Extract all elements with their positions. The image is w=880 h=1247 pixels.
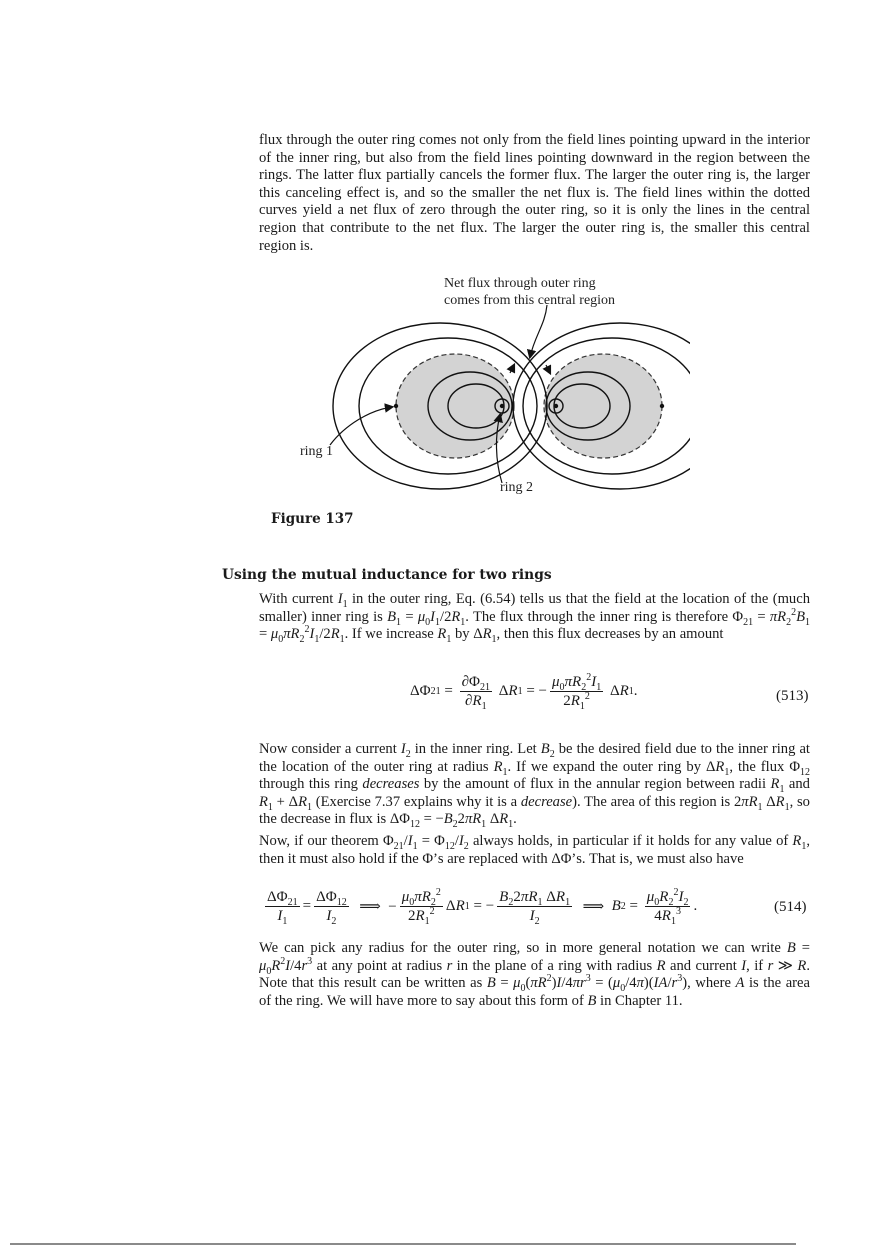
figure-137 bbox=[290, 265, 690, 505]
equation-513: ΔΦ 21 = $\frac{\partial\Phi_{21}}{\partial R_1}$ Δ R 1 = − $\frac{\mu_0\pi R_2^2I_1}{2R_1^2}$ Δ R 1 . bbox=[410, 672, 638, 712]
label-ring-1: ring 1 bbox=[300, 444, 334, 459]
magnetic-field-lines-diagram bbox=[290, 265, 690, 505]
label-ring-2: ring 2 bbox=[500, 480, 534, 495]
figure-annotation-line1: Net flux through outer ring bbox=[444, 276, 596, 291]
footer-rule bbox=[10, 1243, 796, 1245]
equation-number-513: (513) bbox=[776, 688, 809, 704]
equation-514: $\frac{\Delta\Phi_{21}}{I_1}$ = $\frac{\Delta\Phi_{12}}{I_2}$ ⟹ − $\frac{\mu_0\pi R_2^2}{2R_1^2}$ Δ R 1 = − $\frac{B_22\pi R_1 \Delta R_1}{I_2}$ ⟹ B 2 = $\frac{\mu_0R_2^2I_2}{4R_1^3}$ . bbox=[267, 887, 698, 927]
figure-annotation-line2: comes from this central region bbox=[444, 293, 616, 308]
section-title: Using the mutual inductance for two rings bbox=[222, 567, 552, 583]
equation-number-514: (514) bbox=[774, 899, 807, 915]
right-shaded-region bbox=[544, 354, 662, 458]
paragraph-theorem: Now, if our theorem $\Phi_{21}/I_1 = \Phi_{12}/I_2$ always holds, in particular if it holds for any value of $R_1$, then it must also hold if the Φ’s are replaced with ΔΦ’s. That is, we must also have bbox=[259, 833, 810, 867]
paragraph-mutual-inductance: With current $I_1$ in the outer ring, Eq. (6.54) tells us that the field at the location of the (much smaller) inner ring is $B_1 = \mu_0I_1/2R_1$. The flux through the inner ring is therefore $\Phi_{21} = \pi R_2^2B_1 = \mu_0\pi R_2^2I_1/2R_1$. If we increase $R_1$ by $\Delta R_1$, then this flux decreases by an amount bbox=[259, 591, 811, 646]
intro-paragraph: flux through the outer ring comes not only from the field lines pointing upward in the interior of the inner ring, but also from the field lines pointing downward in the region between the rings. The latter flux partially cancels the former flux. The larger the outer ring is, the larger this canceling effect is, and so the smaller the net flux is. The field lines within the dotted curves yield a net flux of zero through the outer ring, so it is only the lines in the central region that contribute to the net flux. The larger the outer ring is, the smaller this central region is. bbox=[259, 132, 810, 254]
figure-caption: Figure 137 bbox=[271, 511, 354, 527]
paragraph-general-notation: We can pick any radius for the outer ring, so in more general notation we can write $B = \mu_0R^2I/4r^3$ at any point at radius r in the plane of a ring with radius R and current I, if r ≫ R. Note that this result can be written as $B = \mu_0(\pi R^2)I/4\pi r^3 = (\mu_0/4\pi)(IA/r^3)$, where A is the area of the ring. We will have more to say about this form of B in Chapter 11. bbox=[259, 940, 811, 1009]
paragraph-current-inner-ring: Now consider a current $I_2$ in the inner ring. Let $B_2$ be the desired field due to the inner ring at the location of the outer ring at radius $R_1$. If we expand the outer ring by $\Delta R_1$, the flux $\Phi_{12}$ through this ring decreases by the amount of flux in the annular region between radii $R_1$ and $R_1 + \Delta R_1$ (Exercise 7.37 explains why it is a decrease). The area of this region is $2\pi R_1$ $\Delta R_1$, so the decrease in flux is $\Delta\Phi_{12} = -B_22\pi R_1$ $\Delta R_1$. bbox=[259, 741, 810, 831]
